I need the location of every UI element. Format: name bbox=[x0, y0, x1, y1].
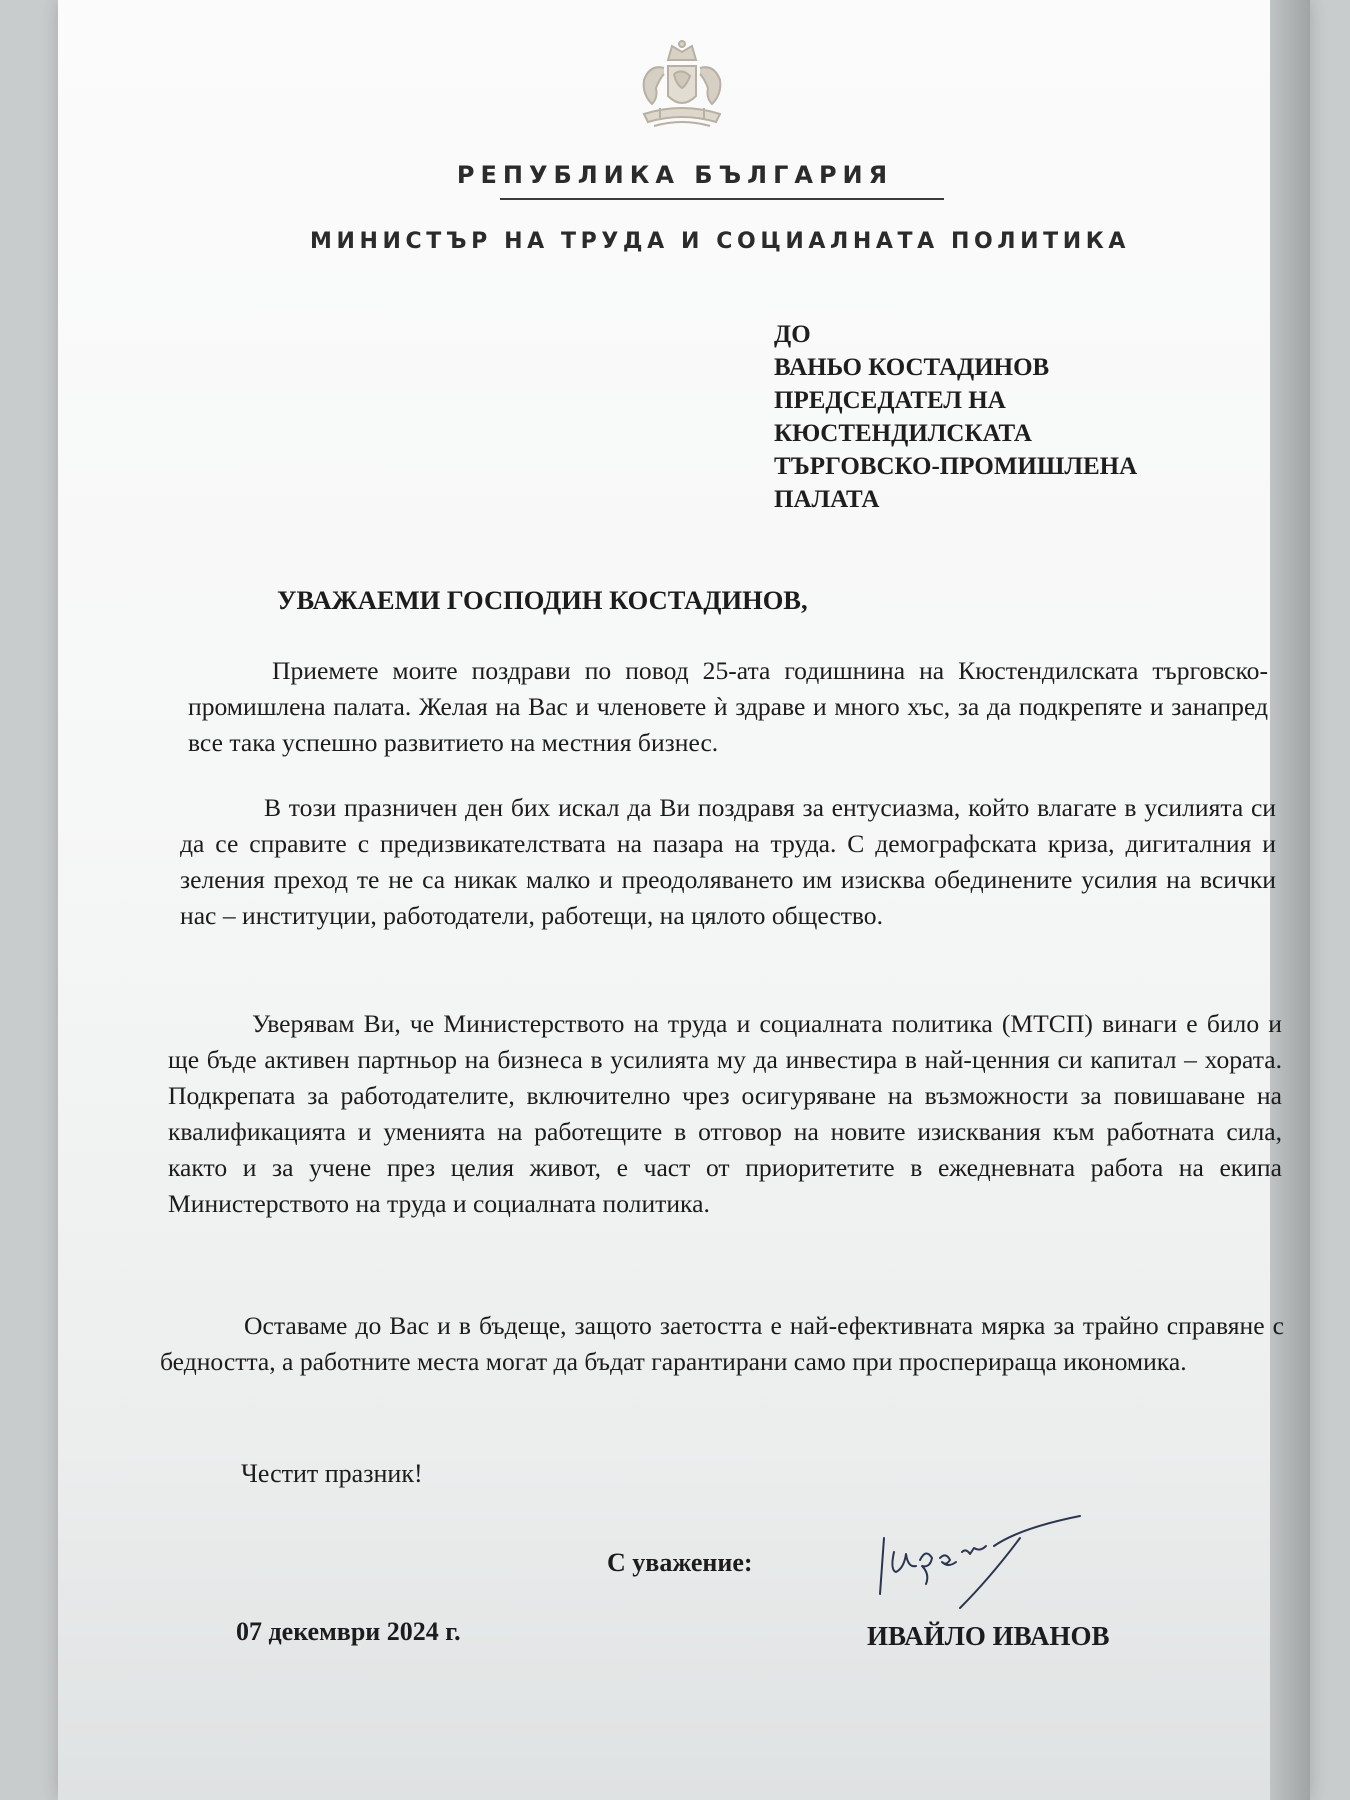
body-paragraph: Уверявам Ви, че Министерството на труда и социалната политика (МТСП) винаги е било и ще бъде активен партньор на бизнеса в усилията му да инвестира в най-ценния си капитал – хората. Подкрепата за работодателите, включително чрез осигуряване на възможности за повишаване на квалификацията и уменията на работещите в отговор на новите изисквания към работната сила, както и за учене през целия живот, е част от приоритетите в ежедневната работа на екипа Министерството на труда и социалната политика. bbox=[168, 1009, 1282, 1218]
body-paragraph: В този празничен ден бих искал да Ви поздравя за ентусиазма, който влагате в усилията си да се справите с предизвикателствата на пазара на труда. С демографската криза, дигиталния и зеления преход те не са никак малко и преодоляването им изисква обединените усилия на всички нас – институции, работодатели, работещи, на цялото общество. bbox=[180, 793, 1276, 930]
recipient-block bbox=[774, 318, 1137, 516]
country-header: РЕПУБЛИКА БЪЛГАРИЯ bbox=[456, 161, 894, 189]
header-divider bbox=[500, 198, 944, 200]
recipient-line: ТЪРГОВСКО-ПРОМИШЛЕНА bbox=[774, 453, 1138, 480]
recipient-line: ПАЛАТА bbox=[774, 486, 880, 513]
letter-date: 07 декември 2024 г. bbox=[236, 1617, 461, 1646]
recipient-line: КЮСТЕНДИЛСКАТА bbox=[774, 420, 1032, 447]
recipient-line: ПРЕДСЕДАТЕЛ НА bbox=[774, 387, 1006, 414]
handwritten-signature bbox=[870, 1508, 1090, 1618]
salutation: УВАЖАЕМИ ГОСПОДИН КОСТАДИНОВ, bbox=[277, 585, 808, 615]
body-paragraph: Оставаме до Вас и в бъдеще, защото заетостта е най-ефективната мярка за трайно справяне с бедността, а работните места могат да бъдат гарантирани само при просперираща икономика. bbox=[160, 1311, 1284, 1376]
closing-greeting: Честит празник! bbox=[241, 1459, 423, 1488]
ministry-header: МИНИСТЪР НА ТРУДА И СОЦИАЛНАТА ПОЛИТИКА bbox=[310, 229, 1130, 254]
regards-label: С уважение: bbox=[607, 1548, 753, 1577]
signer-name: ИВАЙЛО ИВАНОВ bbox=[867, 1621, 1110, 1651]
bulgarian-coat-of-arms-icon bbox=[630, 38, 734, 138]
recipient-line: ВАНЬО КОСТАДИНОВ bbox=[774, 354, 1050, 381]
page-edge bbox=[1270, 0, 1310, 1800]
recipient-line: ДО bbox=[774, 321, 811, 348]
body-paragraph: Приемете моите поздрави по повод 25-ата годишнина на Кюстендилската търговско-промишлена палата. Желая на Вас и членовете ѝ здраве и много хъс, за да подкрепяте и занапред все така успешно развитието на местния бизнес. bbox=[188, 656, 1268, 757]
